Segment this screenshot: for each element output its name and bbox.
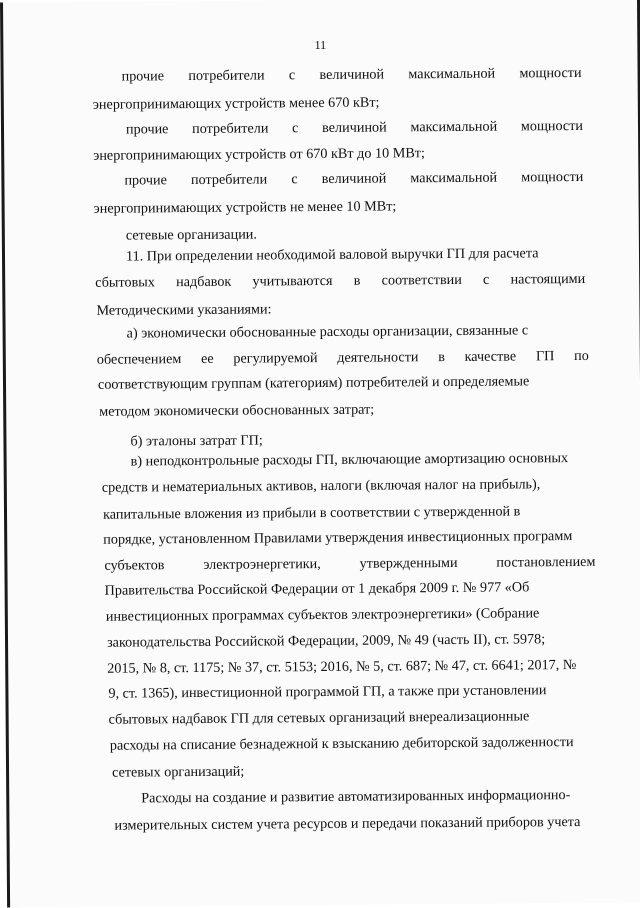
text-line bbox=[104, 555, 595, 573]
word: по bbox=[574, 347, 589, 365]
word: субъектов bbox=[104, 557, 165, 574]
text-line: капитальные вложения из прибыли в соответствии с утвержденной в bbox=[102, 503, 521, 523]
word: мощности bbox=[519, 64, 582, 82]
text-line bbox=[122, 66, 582, 84]
word: величиной bbox=[322, 119, 387, 136]
word: электроэнергетики, bbox=[203, 556, 321, 573]
word: соответствии bbox=[381, 271, 462, 289]
text-line: измерительных систем учета ресурсов и передачи показаний приборов учета bbox=[114, 813, 581, 834]
text-line: законодательства Российской Федерации, 2009, № 49 (часть II), ст. 5978; bbox=[106, 631, 546, 651]
text-line: 9, ст. 1365), инвестиционной программой ГП, а также при установлении bbox=[108, 682, 547, 702]
word: регулируемой bbox=[233, 350, 318, 367]
text-line: энергопринимающих устройств от 670 кВт до 10 МВт; bbox=[93, 145, 425, 164]
text-line: 11. При определении необходимой валовой выручки ГП для расчета bbox=[125, 245, 539, 265]
word: с bbox=[482, 271, 490, 288]
word: прочие bbox=[125, 121, 169, 138]
word: потребители bbox=[190, 171, 268, 189]
text-line: энергопринимающих устройств не менее 10 МВт; bbox=[93, 198, 397, 217]
text-line bbox=[95, 272, 585, 290]
text-line: Расходы на создание и развитие автоматизированных информационно- bbox=[141, 787, 571, 807]
word: учитываются bbox=[252, 272, 333, 290]
text-line bbox=[124, 170, 583, 188]
scan-edge-left bbox=[0, 2, 10, 907]
text-line: методом экономически обоснованных затрат; bbox=[99, 401, 375, 420]
word: ГП bbox=[535, 348, 555, 365]
text-line: сетевые организации. bbox=[125, 226, 257, 244]
word: надбавок bbox=[176, 273, 232, 291]
text-line: 2015, № 8, ст. 1175; № 37, ст. 5153; 2016, № 5, ст. 687; № 47, ст. 6641; 2017, № bbox=[107, 657, 577, 677]
text-line: средств и нематериальных активов, налоги (включая налог на прибыль), bbox=[101, 476, 541, 496]
word: с bbox=[288, 67, 296, 84]
word: утвержденными bbox=[359, 554, 458, 572]
word: мощности bbox=[520, 117, 584, 135]
word: величиной bbox=[321, 170, 387, 187]
word: потребители bbox=[192, 120, 269, 138]
word: постановлением bbox=[496, 553, 596, 571]
word: максимальной bbox=[410, 118, 498, 136]
word: с bbox=[292, 120, 299, 137]
word: деятельности bbox=[337, 349, 419, 366]
word: мощности bbox=[521, 168, 584, 186]
word: сбытовых bbox=[95, 274, 155, 291]
text-line: сетевых организаций; bbox=[111, 763, 245, 781]
word: максимальной bbox=[408, 65, 496, 83]
text-line: в) неподконтрольные расходы ГП, включающие амортизацию основных bbox=[130, 450, 569, 470]
text-line bbox=[97, 349, 589, 367]
text-line: инвестиционных программах субъектов электроэнергетики» (Собрание bbox=[105, 605, 540, 625]
text-line bbox=[126, 119, 583, 137]
word: обеспечением bbox=[96, 351, 182, 368]
text-line: энергопринимающих устройств менее 670 кВт; bbox=[92, 94, 380, 113]
word: качестве bbox=[464, 348, 517, 365]
text-line: сбытовых надбавок ГП для сетевых организаций внереализационные bbox=[108, 708, 530, 728]
word: ее bbox=[200, 350, 214, 367]
word: прочие bbox=[124, 172, 167, 189]
text-line: а) экономически обоснованные расходы организации, связанные с bbox=[126, 322, 529, 342]
word: в bbox=[438, 349, 445, 366]
text-line: Правительства Российской Федерации от 1 декабря 2009 г. № 977 «Об bbox=[104, 579, 530, 599]
word: в bbox=[353, 272, 361, 289]
text-line: расходы на списание безнадежной к взысканию дебиторской задолженности bbox=[109, 734, 574, 754]
text-line: б) эталоны затрат ГП; bbox=[130, 432, 263, 450]
word: максимальной bbox=[410, 169, 498, 187]
word: настоящими bbox=[510, 270, 586, 288]
page-number: 11 bbox=[314, 37, 327, 53]
word: величиной bbox=[319, 66, 385, 84]
text-line: соответствующим группам (категориям) потребителей и определяемые bbox=[97, 373, 530, 393]
text-line: порядке, установленном Правилами утверждения инвестиционных программ bbox=[103, 528, 573, 548]
word: с bbox=[291, 171, 298, 188]
word: прочие bbox=[121, 68, 165, 85]
word: потребители bbox=[188, 67, 265, 85]
text-line: Методическими указаниями: bbox=[96, 301, 272, 319]
